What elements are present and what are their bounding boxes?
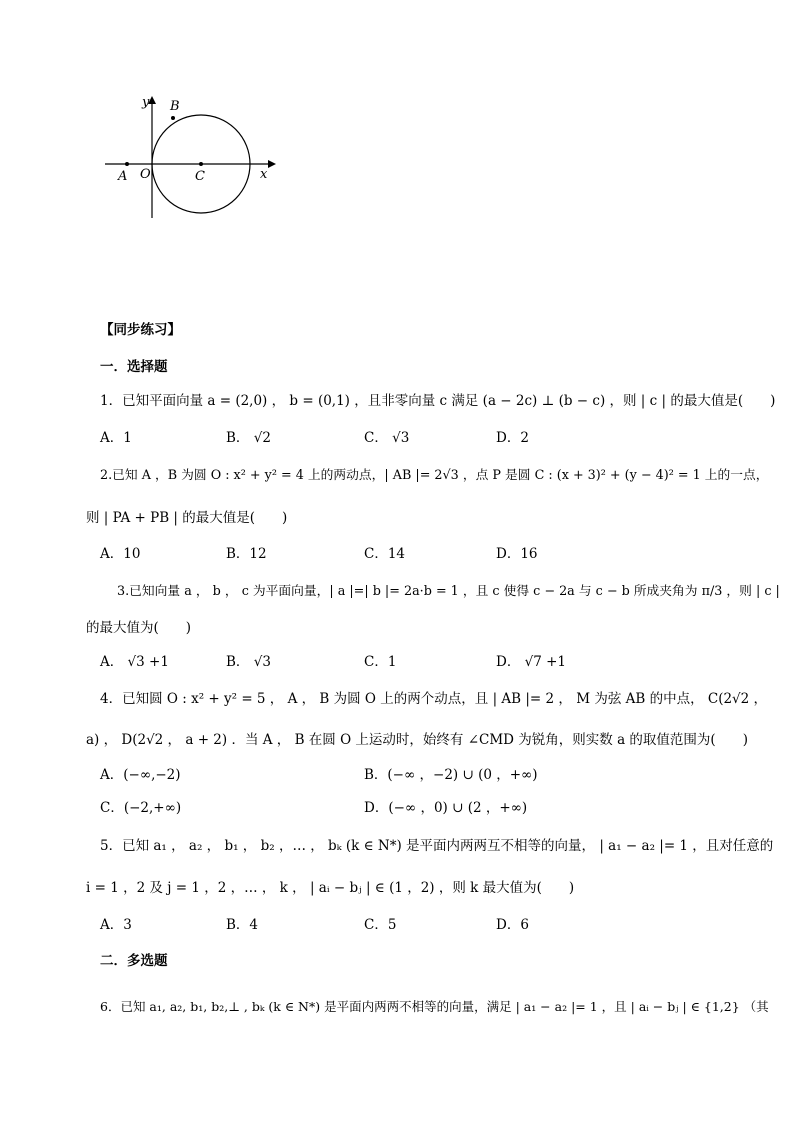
q2-option-c: C．14 [364, 546, 406, 562]
q3-option-d: D． √7 +1 [496, 654, 566, 670]
point-b [171, 116, 175, 120]
q5-stem-line1: 5．已知 a₁ ， a₂ ， b₁ ， b₂ ，… ， bₖ (k ∈ N*) 是平面内两两互不相等的向量， | a₁ − a₂ |= 1 ，且对任意的 [100, 838, 774, 854]
q2-option-a: A．10 [100, 546, 141, 562]
q5-option-b: B．4 [226, 917, 259, 933]
point-a [125, 162, 129, 166]
label-x: x [260, 167, 268, 182]
q2-stem-line1: 2.已知 A ，B 为圆 O : x² + y² = 4 上的两动点，| AB |= 2√3 ，点 P 是圆 C : (x + 3)² + (y − 4)² = 1 上的一点， [100, 468, 769, 483]
q2-option-b: B．12 [226, 546, 267, 562]
q3-option-c: C．1 [364, 654, 397, 670]
q6-stem-line1: 6．已知 a₁, a₂, b₁, b₂,⊥ , bₖ (k ∈ N*) 是平面内两两不相等的向量，满足 | a₁ − a₂ |= 1 ，且 | aᵢ − bⱼ | ∈ {1,2} （其 [100, 999, 769, 1014]
label-y: y [142, 95, 150, 110]
q5-option-c: C．5 [364, 917, 397, 933]
part2-title: 二．多选题 [100, 953, 168, 969]
label-b: B [170, 99, 180, 114]
q4-option-d: D．(−∞ ，0) ∪ (2 ，+∞) [364, 800, 528, 816]
q1-option-c: C． √3 [364, 430, 410, 446]
q4-stem-line1: 4．已知圆 O : x² + y² = 5 ， A ， B 为圆 O 上的两个动点，且 | AB |= 2 ， M 为弦 AB 的中点， C(2√2 ， [100, 691, 768, 707]
point-c [199, 162, 203, 166]
q1-option-b: B． √2 [226, 430, 271, 446]
q1-option-d: D．2 [496, 430, 529, 446]
coordinate-figure [100, 92, 290, 227]
q5-stem-line2: i = 1 ，2 及 j = 1 ，2 ，… ， k ， | aᵢ − bⱼ | ∈ (1 ，2) ，则 k 最大值为( ) [86, 880, 575, 896]
label-a: A [118, 169, 128, 184]
label-o: O [140, 167, 151, 182]
q3-option-b: B． √3 [226, 654, 271, 670]
q5-option-a: A．3 [100, 917, 132, 933]
q3-stem-line1: 3.已知向量 a ， b ， c 为平面向量，| a |=| b |= 2a·b = 1 ，且 c 使得 c − 2a 与 c − b 所成夹角为 π/3 ，则 | c | [117, 584, 780, 599]
part1-title: 一．选择题 [100, 359, 168, 375]
q4-stem-line2: a) ， D(2√2 ， a + 2) ．当 A ， B 在圆 O 上运动时，始终有 ∠CMD 为锐角，则实数 a 的取值范围为( ) [86, 732, 748, 748]
q1-stem: 1．已知平面向量 a = (2,0) ， b = (0,1) ，且非零向量 c 满足 (a − 2c) ⊥ (b − c) ，则 | c | 的最大值是( ) [100, 393, 776, 409]
q2-option-d: D．16 [496, 546, 538, 562]
q4-option-a: A．(−∞,−2) [100, 767, 181, 783]
q3-option-a: A． √3 +1 [100, 654, 169, 670]
label-c: C [195, 169, 205, 184]
x-axis-arrow [268, 160, 276, 168]
q2-stem-line2: 则 | PA + PB | 的最大值是( ) [86, 510, 288, 526]
sync-practice-title: 【同步练习】 [100, 322, 181, 338]
q3-stem-line2: 的最大值为( ) [86, 620, 192, 636]
q4-option-b: B．(−∞ ，−2) ∪ (0 ，+∞) [364, 767, 538, 783]
q1-option-a: A．1 [100, 430, 132, 446]
q5-option-d: D．6 [496, 917, 529, 933]
q4-option-c: C．(−2,+∞) [100, 800, 182, 816]
